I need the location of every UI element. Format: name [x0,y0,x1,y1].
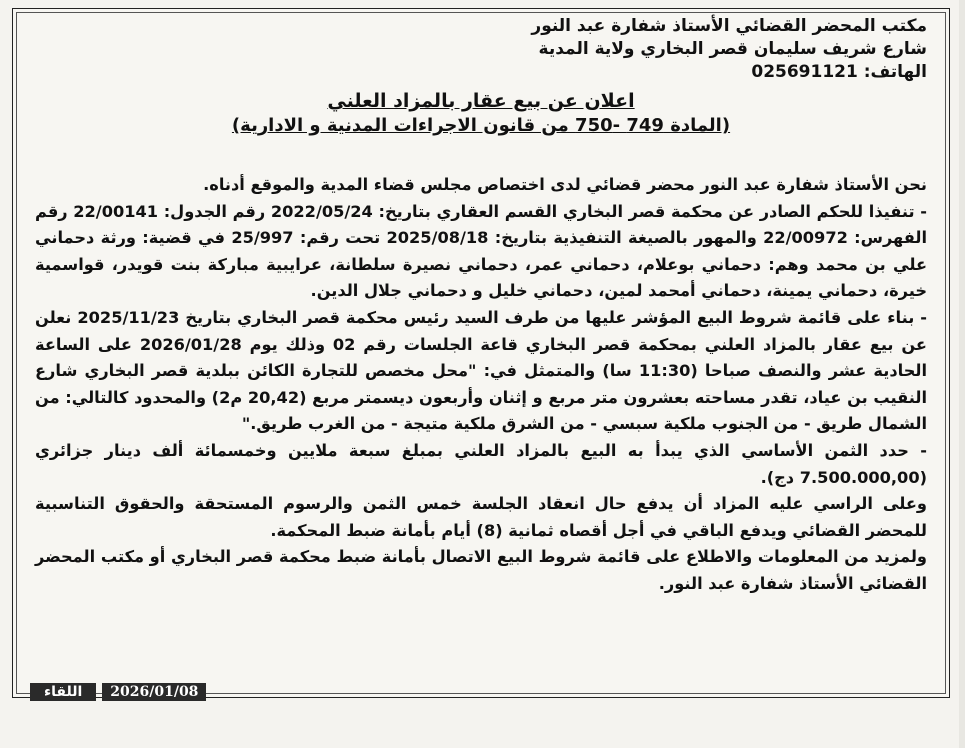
office-phone: الهاتف: 025691121 [751,62,927,82]
body-paragraph-payment: وعلى الراسي عليه المزاد أن يدفع حال انعقاد الجلسة خمس الثمن والرسوم المستحقة والحقوق التناسبية للمحضر القضائي ويدفع الباقي في أجل أقصاه ثمانية (8) أيام بأمانة ضبط المحكمة. [35,494,927,540]
body-paragraph-price: - حدد الثمن الأساسي الذي يبدأ به البيع بالمزاد العلني بمبلغ سبعة ملايين وخمسمائة ألف دينار جزائري (7.500.000,00 دج). [35,440,927,487]
newspaper-name: اللقاء [30,683,96,701]
notice-content [35,15,927,598]
notice-subtitle: (المادة 749 -750 من قانون الاجراءات المدنية و الادارية) [231,115,731,136]
notice-body [35,172,927,598]
body-paragraph-intro: نحن الأستاذ شفارة عبد النور محضر قضائي لدى اختصاص مجلس قضاء المدية والموقع أدناه. [203,175,927,194]
newspaper-footer [30,682,206,702]
office-name: مكتب المحضر القضائي الأستاذ شفارة عبد النور [531,16,927,36]
notice-frame [12,8,950,698]
page-edge [959,0,965,748]
body-paragraph-judgment: - تنفيذا للحكم الصادر عن محكمة قصر البخاري القسم العقاري بتاريخ: 2022/05/24 رقم الجدول: 22/00141 رقم الفهرس: 22/00972 والمهور بالصيغة التنفيذية بتاريخ: 2025/08/18 تحت رقم: 25/997 في قضية: ورثة دحماني علي بن محمد وهم: دحماني بوعلام، دحماني عمر، دحماني نصيرة سلطانة، عرايبية مباركة بنت قويدر، قواسمية خيرة، دحماني يمينة، دحماني أمحمد لمين، دحماني خليل و دحماني جلال الدين. [35,201,928,301]
office-address: شارع شريف سليمان قصر البخاري ولاية المدية [538,39,927,59]
body-paragraph-info: ولمزيد من المعلومات والاطلاع على قائمة شروط البيع الاتصال بأمانة ضبط محكمة قصر البخاري أو مكتب المحضر القضائي الأستاذ شفارة عبد النور. [35,547,927,593]
body-paragraph-sale: - بناء على قائمة شروط البيع المؤشر عليها من طرف السيد رئيس محكمة قصر البخاري بتاريخ 2025/11/23 نعلن عن بيع عقار بالمزاد العلني بمحكمة قصر البخاري قاعة الجلسات رقم 02 وذلك يوم 2026/01/28 على الساعة الحادية عشر والنصف صباحا (11:30 سا) والمتمثل في: "محل مخصص للتجارة الكائن ببلدية قصر البخاري شارع النقيب بن عياد، تقدر مساحته بعشرون متر مربع و إثنان وأربعون ديسمتر مربع (20,42 م2) والمحدود كالتالي: من الشمال طريق - من الجنوب ملكية سبسي - من الشرق ملكية متيجة - من الغرب طريق." [35,307,928,434]
publication-date: 2026/01/08 [102,683,206,701]
notice-title: اعلان عن بيع عقار بالمزاد العلني [327,90,635,112]
